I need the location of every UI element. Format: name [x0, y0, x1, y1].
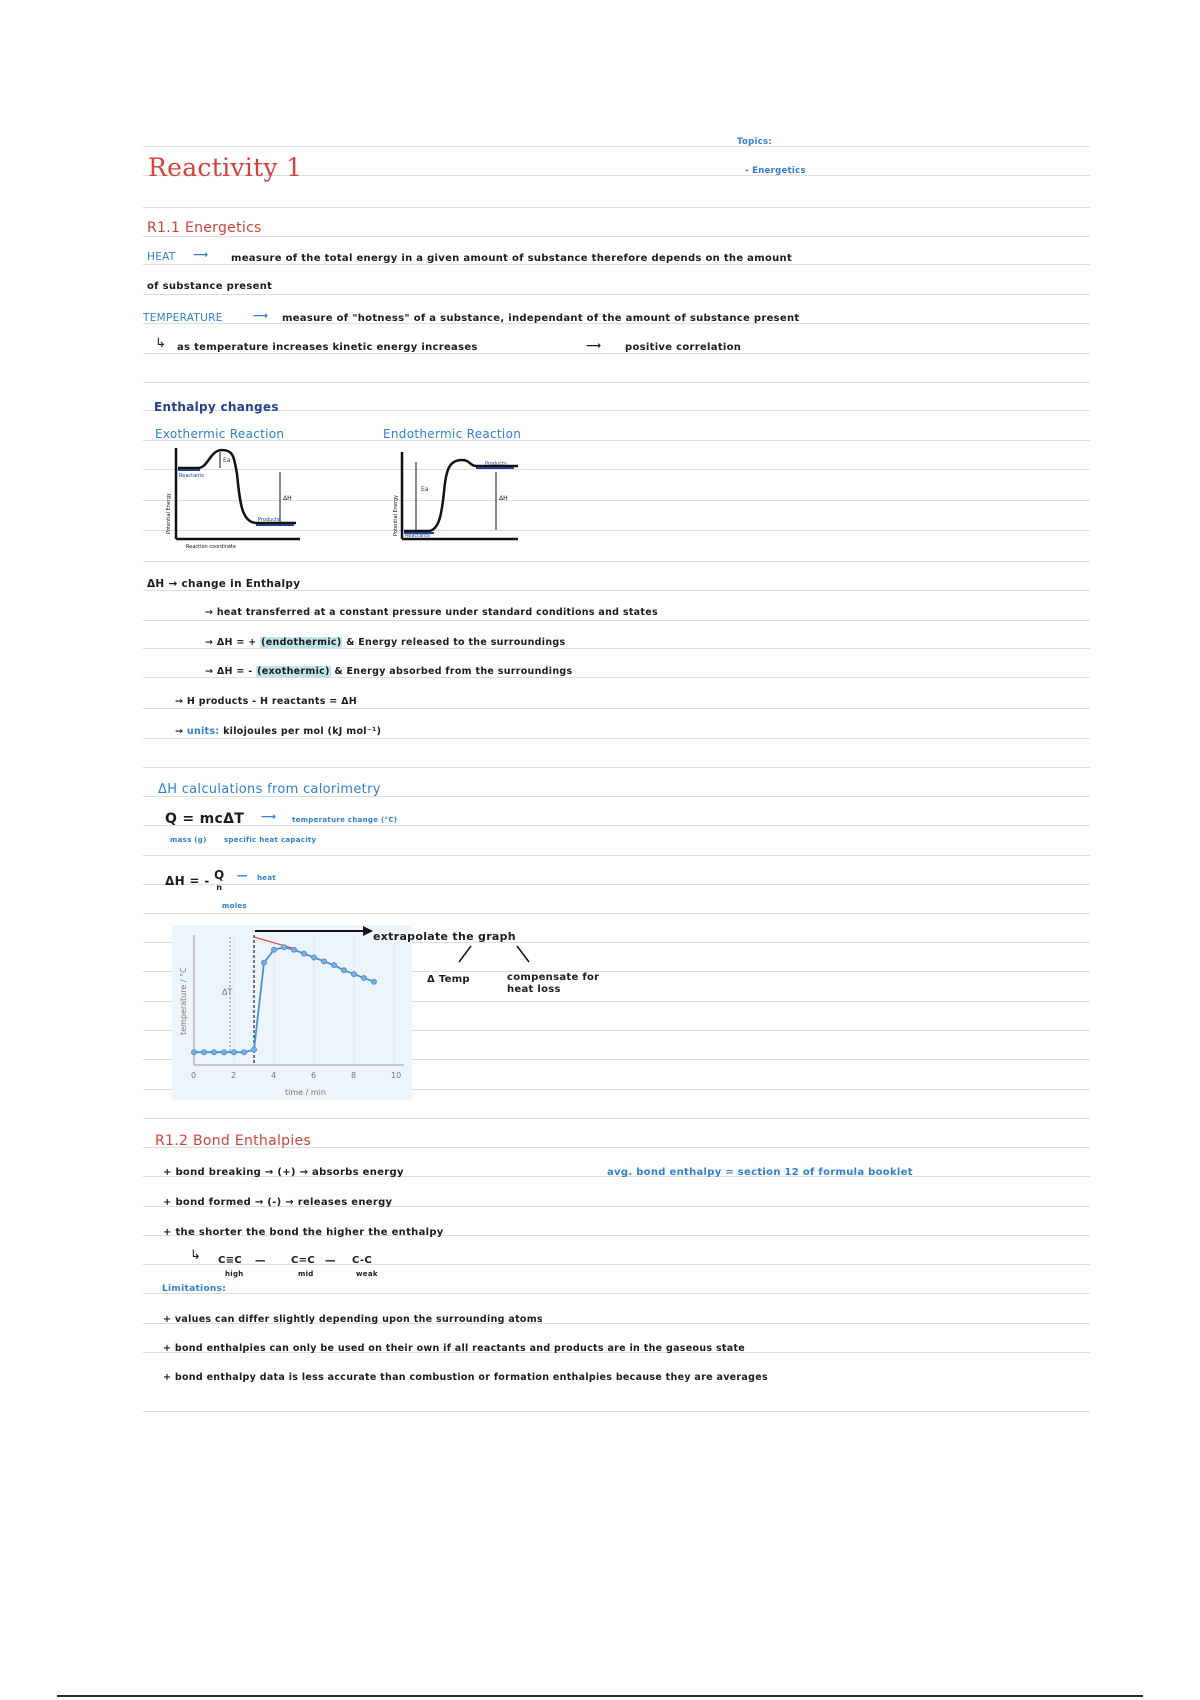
exothermic-title: Exothermic Reaction [155, 427, 285, 441]
data-point [321, 959, 326, 964]
exo-x-axis-label: Reaction coordinate [186, 544, 236, 550]
mass-label: mass (g) [170, 836, 207, 844]
arrow-icon: ⟶ [253, 310, 269, 322]
heat-definition: measure of the total energy in a given amount of substance therefore depends on the amount [231, 253, 793, 264]
positive-dh-note: → ΔH = + (endothermic) & Energy released to the surroundings [205, 637, 566, 648]
extrapolate-arrow [255, 925, 375, 937]
moles-label: moles [222, 902, 247, 910]
limitation-3: + bond enthalpy data is less accurate than combustion or formation enthalpies because they are averages [163, 1372, 768, 1383]
data-point [201, 1050, 206, 1055]
temperature-change-label: temperature change (°C) [292, 816, 398, 824]
chart-x-label: time / min [285, 1088, 326, 1097]
data-point [291, 947, 296, 952]
data-point [311, 955, 316, 960]
endothermic-diagram [390, 444, 530, 552]
dash-icon: — [325, 1255, 336, 1267]
temperature-label: TEMPERATURE [143, 312, 223, 324]
exo-reactants-label: Reactants [179, 473, 204, 479]
dash-icon: — [255, 1255, 266, 1267]
limitation-1: + values can differ slightly depending upon the surrounding atoms [163, 1314, 543, 1325]
data-point [221, 1050, 226, 1055]
exo-ea-label: Ea [223, 457, 231, 464]
heat-label: HEAT [147, 251, 176, 263]
endothermic-title: Endothermic Reaction [383, 427, 522, 441]
data-point [341, 968, 346, 973]
temperature-definition: measure of "hotness" of a substance, independant of the amount of substance present [282, 313, 800, 324]
bond-breaking-note: + bond breaking → (+) → absorbs energy [163, 1167, 404, 1178]
chart-y-label: temperature / °C [179, 967, 188, 1035]
compensate-label: compensate for [507, 972, 600, 983]
arrow-icon: — [237, 870, 248, 882]
data-point [251, 1047, 256, 1052]
section-heading-r12: R1.2 Bond Enthalpies [155, 1133, 312, 1149]
hook-arrow-icon: ↳ [190, 1248, 202, 1263]
x-tick-label: 0 [191, 1071, 197, 1080]
double-bond: C=C [291, 1255, 315, 1266]
x-tick-label: 6 [311, 1071, 317, 1080]
data-point [281, 945, 286, 950]
data-point [361, 975, 366, 980]
page-bottom-border [57, 1695, 1143, 1697]
enthalpy-heading: Enthalpy changes [154, 400, 279, 414]
exothermic-diagram [160, 444, 300, 552]
enthalpy-formula: → H products - H reactants = ΔH [175, 696, 358, 707]
temperature-note-end: positive correlation [625, 342, 742, 353]
calorimetry-graph [172, 925, 412, 1100]
weak-label: weak [356, 1270, 378, 1278]
arrow-icon: ⟶ [261, 811, 277, 823]
data-point [231, 1050, 236, 1055]
data-point [191, 1050, 196, 1055]
data-point [261, 960, 266, 965]
x-tick-label: 10 [391, 1071, 402, 1080]
calorimetry-heading: ΔH calculations from calorimetry [158, 782, 381, 797]
dh-equation: ΔH = - Q n [165, 868, 225, 892]
data-point [351, 972, 356, 977]
q-equation: Q = mcΔT [165, 811, 245, 827]
shorter-bond-note: + the shorter the bond the higher the enthalpy [163, 1227, 444, 1238]
delta-t-label: ΔT [222, 987, 233, 997]
data-point [241, 1050, 246, 1055]
extrapolate-note: extrapolate the graph [373, 930, 516, 943]
negative-dh-note: → ΔH = - (exothermic) & Energy absorbed from the surroundings [205, 666, 573, 677]
data-point [301, 951, 306, 956]
x-tick-label: 8 [351, 1071, 357, 1080]
data-point [331, 963, 336, 968]
temperature-note: as temperature increases kinetic energy increases [177, 342, 478, 353]
dh-definition: ΔH → change in Enthalpy [147, 578, 301, 590]
average-bond-enthalpy-note: avg. bond enthalpy = section 12 of formula booklet [607, 1167, 913, 1178]
single-bond: C-C [352, 1255, 372, 1266]
data-point [271, 947, 276, 952]
topics-label: Topics: [737, 137, 773, 147]
specific-heat-label: specific heat capacity [224, 836, 317, 844]
x-tick-label: 2 [231, 1071, 237, 1080]
data-point [211, 1050, 216, 1055]
high-label: high [225, 1270, 244, 1278]
exo-dh-label: ΔH [283, 495, 292, 502]
endo-products-label: Products [485, 461, 507, 467]
limitations-heading: Limitations: [162, 1284, 227, 1294]
bond-formed-note: + bond formed → (-) → releases energy [163, 1197, 393, 1208]
exo-products-label: Products [258, 517, 280, 523]
exo-energy-curve [178, 450, 296, 523]
heat-loss-label: heat loss [507, 984, 561, 995]
hook-arrow-icon: ↳ [155, 336, 167, 351]
section-heading-r11: R1.1 Energetics [147, 220, 262, 236]
exo-y-axis-label: Potential Energy [166, 493, 172, 534]
branch-lines [455, 944, 535, 964]
heat-transferred-note: → heat transferred at a constant pressure under standard conditions and states [205, 607, 658, 618]
triple-bond: C≡C [218, 1255, 242, 1266]
arrow-icon: ⟶ [193, 249, 209, 261]
endo-ea-label: Ea [421, 486, 429, 493]
data-point [371, 979, 376, 984]
x-tick-label: 4 [271, 1071, 277, 1080]
delta-temp-label: Δ Temp [427, 974, 470, 985]
endo-y-axis-label: Potential Energy [393, 495, 399, 536]
heat-definition-cont: of substance present [147, 281, 273, 292]
units-note: → units: kilojoules per mol (kJ mol⁻¹) [175, 726, 382, 737]
page-title: Reactivity 1 [148, 153, 303, 182]
arrow-icon: ⟶ [586, 340, 602, 352]
mid-label: mid [298, 1270, 314, 1278]
endo-reactants-label: Reactants [405, 533, 430, 539]
limitation-2: + bond enthalpies can only be used on their own if all reactants and products are in the gaseous state [163, 1343, 746, 1354]
heat-label-note: heat [257, 874, 277, 882]
topic-item: - Energetics [745, 166, 806, 176]
endo-dh-label: ΔH [499, 495, 508, 502]
